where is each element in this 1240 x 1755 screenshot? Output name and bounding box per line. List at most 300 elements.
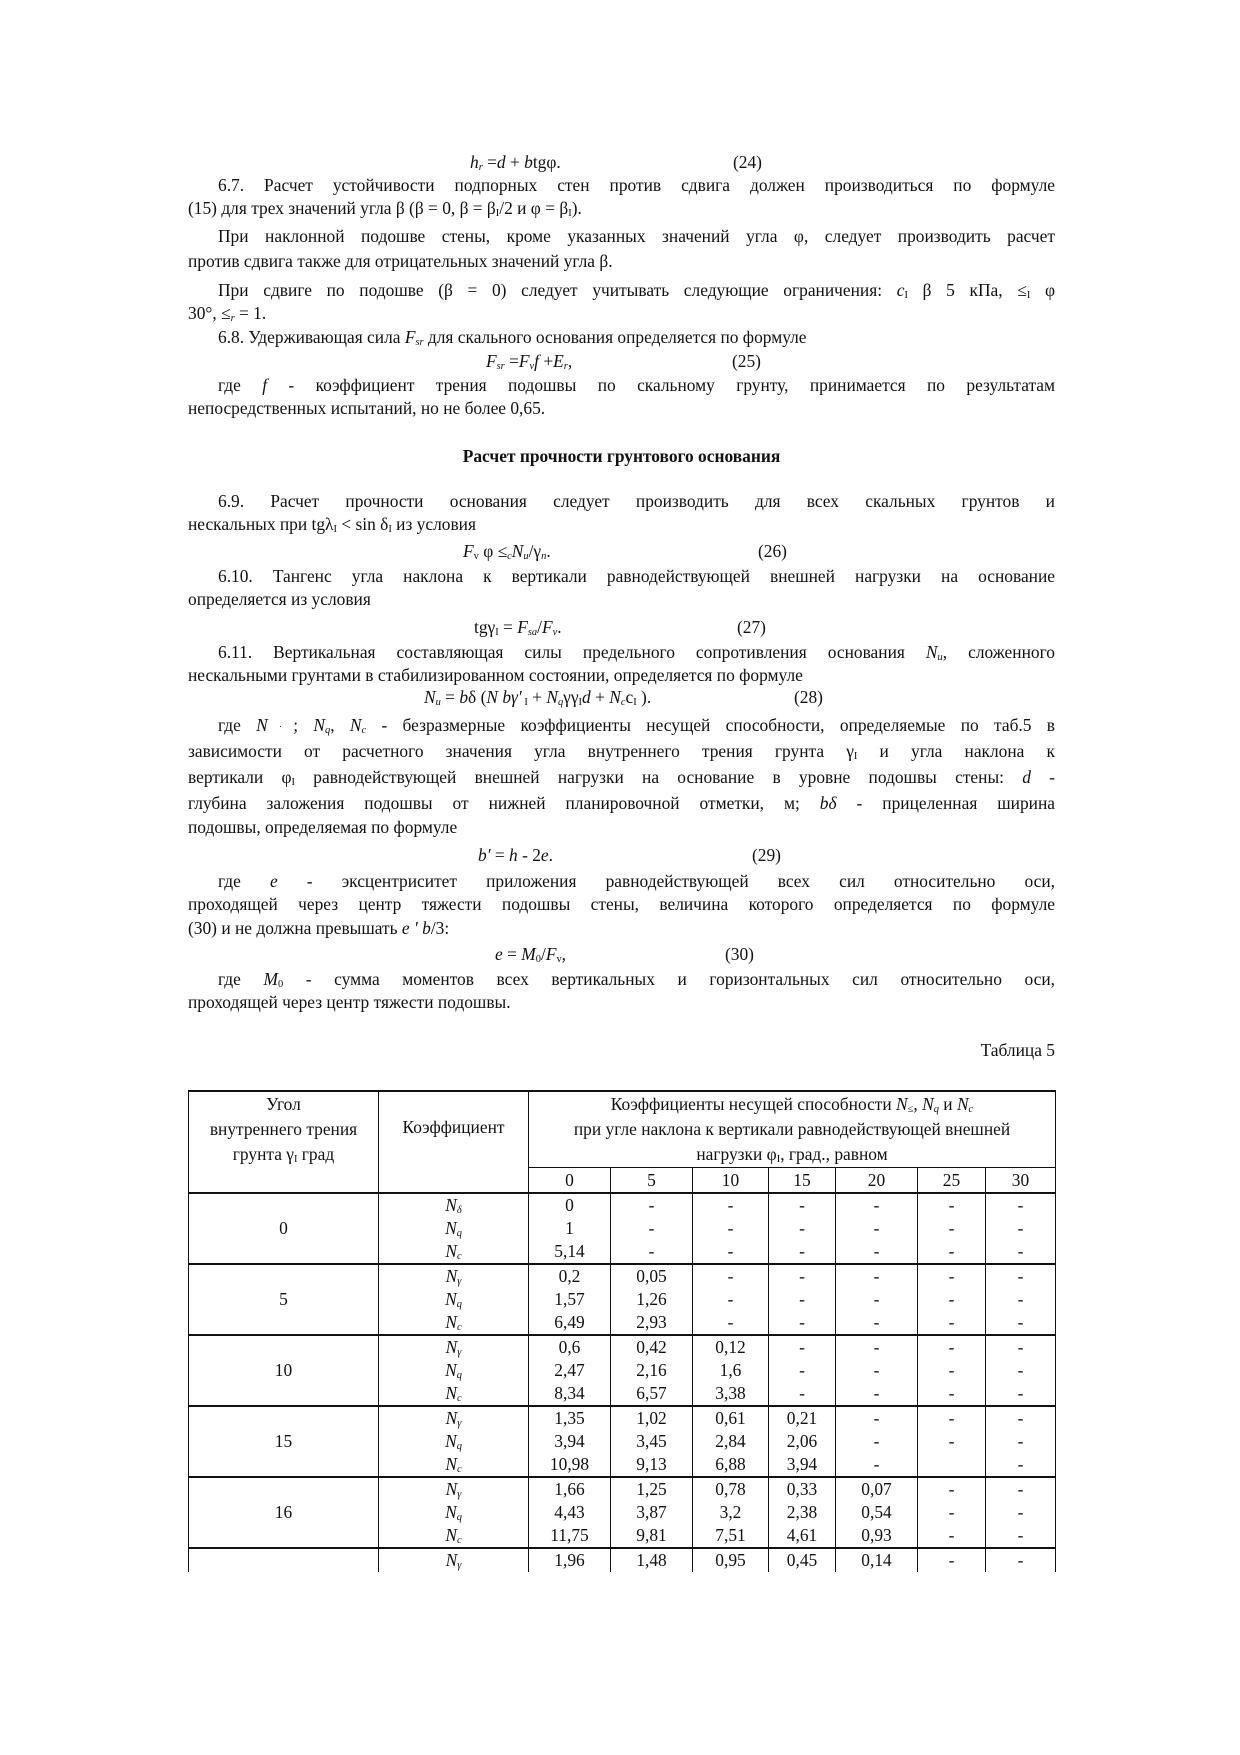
coefficient-subscript: c [456, 1393, 462, 1404]
coefficient-subscript: δ [456, 1205, 462, 1216]
subscript: sr [415, 337, 424, 348]
formula-text: . [557, 617, 562, 637]
table-5 [188, 1090, 1056, 1572]
value-cell: 3,94 [769, 1453, 836, 1477]
value-cell: - [693, 1311, 769, 1335]
text-span: грунта γ [232, 1144, 294, 1164]
value-cell: - [986, 1359, 1056, 1382]
value-cell: - [836, 1311, 918, 1335]
paragraph-6-8 [188, 326, 1055, 348]
formula-subscript: r [563, 361, 568, 372]
formula-subscript: n [541, 551, 547, 562]
formula-text: + [590, 687, 610, 707]
friction-angle-cell: 10 [189, 1335, 379, 1406]
formula-text: b [524, 152, 533, 172]
text-span: ; [293, 715, 314, 735]
value-cell: 0,14 [836, 1548, 918, 1572]
coefficient-symbol: N [445, 1479, 458, 1499]
formula-text: / [540, 944, 546, 964]
subscript: I [568, 208, 572, 219]
coefficient-subscript: q [456, 1299, 462, 1310]
text-span: (30) и не должна превышать [188, 918, 402, 938]
value-cell: - [986, 1406, 1056, 1430]
coefficient-cell [379, 1453, 529, 1477]
paragraph-coefficients-line-2 [188, 740, 1055, 762]
coefficient-symbol: N [445, 1289, 457, 1309]
header-text [189, 1142, 378, 1167]
text-span: где [218, 871, 270, 891]
coefficient-symbol: N [445, 1337, 458, 1357]
formula-26 [463, 540, 551, 562]
subscript: ≤ [907, 1104, 914, 1115]
paragraph-eccentricity-line-2: проходящей через центр тяжести подошвы стены, величина которого определяется по формуле [188, 894, 1055, 914]
formula-text: = [440, 687, 460, 707]
coefficient-symbol: N [445, 1266, 458, 1286]
value-cell: 1,66 [529, 1477, 611, 1501]
value-cell: 0,95 [693, 1548, 769, 1572]
subscript: r [230, 313, 235, 324]
formula-number-29: (29) [752, 845, 781, 865]
text-span: , град., равном [780, 1144, 888, 1164]
coefficient-subscript: γ [457, 1489, 462, 1500]
text-span: - эксцентриситет приложения равнодействующей всех сил относительно оси, [277, 871, 1055, 891]
table-caption: Таблица 5 [980, 1040, 1055, 1060]
text-span: - коэффициент трения подошвы по скальному грунту, принимается по результатам [267, 375, 1056, 395]
formula-text: b [498, 687, 512, 707]
formula-subscript: I [578, 697, 583, 708]
angle-header: 5 [611, 1168, 693, 1194]
coefficient-cell [379, 1548, 529, 1572]
formula-subscript: u [435, 697, 441, 708]
value-cell: - [693, 1240, 769, 1264]
formula-text: N [424, 687, 436, 707]
text-span: Коэффициенты несущей способности [610, 1094, 897, 1114]
text-span: где [218, 969, 264, 989]
value-cell: - [918, 1359, 986, 1382]
value-cell: 1,35 [529, 1406, 611, 1430]
formula-text: e [495, 944, 503, 964]
value-cell: 0,61 [693, 1406, 769, 1430]
text-span: f [262, 375, 268, 395]
value-cell: - [769, 1311, 836, 1335]
text-span: - безразмерные коэффициенты несущей способности, определяемые по таб.5 в [366, 715, 1055, 735]
value-cell: 0,05 [611, 1264, 693, 1288]
formula-subscript: sr [496, 361, 505, 372]
friction-angle-cell: 15 [189, 1406, 379, 1477]
coefficient-cell [379, 1524, 529, 1548]
text-span: bδ [819, 793, 837, 813]
text-span: N [956, 1094, 969, 1114]
value-cell: - [836, 1288, 918, 1311]
coefficient-subscript: γ [457, 1418, 462, 1429]
table-row [189, 1264, 1056, 1288]
coefficient-symbol: N [445, 1454, 457, 1474]
value-cell: - [918, 1406, 986, 1430]
value-cell: 1,57 [529, 1288, 611, 1311]
coefficient-cell [379, 1406, 529, 1430]
formula-subscript: I [521, 697, 528, 708]
paragraph-eccentricity-line-1 [188, 870, 1055, 892]
coefficient-symbol: N [445, 1525, 457, 1545]
formula-text: + [527, 687, 547, 707]
value-cell: - [918, 1264, 986, 1288]
value-cell: - [918, 1288, 986, 1311]
formula-subscript: u [523, 551, 529, 562]
coefficient-cell [379, 1430, 529, 1453]
formula-subscript: c [507, 551, 512, 562]
value-cell: - [918, 1477, 986, 1501]
formula-text: = [502, 944, 522, 964]
value-cell: - [769, 1335, 836, 1359]
coefficient-cell [379, 1311, 529, 1335]
value-cell: 0,07 [836, 1477, 918, 1501]
value-cell: - [836, 1240, 918, 1264]
subscript: q [933, 1104, 939, 1115]
text-span: N [256, 715, 268, 735]
coefficient-subscript: γ [457, 1276, 462, 1287]
value-cell: 4,61 [769, 1524, 836, 1548]
value-cell: - [611, 1240, 693, 1264]
formula-number-27: (27) [737, 617, 766, 637]
formula-subscript: q [557, 697, 564, 708]
paragraph-friction-line-2: непосредственных испытаний, но не более 0,65. [188, 398, 546, 418]
value-cell: - [918, 1217, 986, 1240]
text-span: (15) для трех значений угла β (β = 0, β = β [188, 198, 496, 218]
header-text: при угле наклона к вертикали равнодействующей внешней [573, 1119, 1011, 1139]
formula-text: = [490, 845, 510, 865]
formula-text: + [505, 152, 525, 172]
paragraph-6-7-line-2 [188, 197, 1055, 219]
value-cell: - [918, 1548, 986, 1572]
subscript: I [333, 524, 337, 535]
coefficient-subscript: γ [457, 1347, 462, 1358]
formula-text: F [486, 351, 497, 371]
formula-30 [495, 943, 566, 965]
value-cell: 3,38 [693, 1382, 769, 1406]
coefficient-cell [379, 1382, 529, 1406]
formula-text: b [459, 687, 469, 707]
header-text: Коэффициент [402, 1117, 505, 1137]
subscript: I [1026, 290, 1031, 301]
value-cell: - [986, 1311, 1056, 1335]
formula-subscript: v [473, 551, 479, 562]
text-span: ). [571, 198, 582, 218]
angle-header: 10 [693, 1168, 769, 1194]
table-row [189, 1193, 1056, 1217]
formula-27 [474, 616, 562, 638]
value-cell: 5,14 [529, 1240, 611, 1264]
value-cell: 4,43 [529, 1501, 611, 1524]
formula-text: = [482, 152, 497, 172]
subscript: I [776, 1154, 781, 1165]
paragraph-coefficients-line-1 [188, 714, 1055, 736]
value-cell: 1,96 [529, 1548, 611, 1572]
value-cell: - [986, 1288, 1056, 1311]
text-span: c [896, 280, 905, 300]
coefficient-subscript: q [456, 1370, 462, 1381]
formula-subscript: v [556, 954, 562, 965]
value-cell: - [918, 1311, 986, 1335]
text-span: = 1. [234, 303, 267, 323]
value-cell: - [986, 1217, 1056, 1240]
text-span: 6.8. Удерживающая сила [218, 327, 405, 347]
value-cell: - [918, 1501, 986, 1524]
coefficient-symbol: N [445, 1241, 457, 1261]
friction-angle-cell: 5 [189, 1264, 379, 1335]
formula-text: δ ( [468, 687, 487, 707]
formula-text: F [545, 944, 557, 964]
value-cell: 6,49 [529, 1311, 611, 1335]
formula-text: E [553, 351, 564, 371]
value-cell: 0 [529, 1193, 611, 1217]
text-span: для скального основания определяется по формуле [423, 327, 807, 347]
subscript: I [495, 208, 500, 219]
text-span: N [896, 1094, 908, 1114]
paragraph-coefficients-line-5: подошвы, определяемая по формуле [188, 817, 458, 837]
paragraph-6-9-line-2 [188, 513, 1055, 535]
value-cell: - [918, 1382, 986, 1406]
paragraph-6-11-line-2: нескальными грунтами в стабилизированном состоянии, определяется по формуле [188, 665, 803, 685]
formula-text: F [517, 617, 528, 637]
formula-text: d [496, 152, 506, 172]
text-span: N [922, 1094, 934, 1114]
text-span: /2 и φ = β [499, 198, 569, 218]
text-span: < sin δ [336, 514, 389, 534]
coefficient-symbol: N [445, 1502, 457, 1522]
formula-text: M [521, 944, 536, 964]
value-cell: 6,57 [611, 1382, 693, 1406]
formula-text: b′ [478, 845, 491, 865]
paragraph-friction-line-1 [188, 374, 1055, 396]
formula-text: = [504, 351, 519, 371]
formula-number-26: (26) [758, 541, 787, 561]
subscript: c [361, 725, 367, 736]
coefficient-subscript: γ [457, 1560, 462, 1571]
text-span: N [313, 715, 325, 735]
coefficient-cell [379, 1477, 529, 1501]
value-cell: 0,78 [693, 1477, 769, 1501]
value-cell: - [769, 1193, 836, 1217]
text-span: При сдвиге по подошве (β = 0) следует учитывать следующие ограничения: [218, 280, 897, 300]
value-cell: 6,88 [693, 1453, 769, 1477]
text-span: , [913, 1094, 923, 1114]
value-cell: 0,42 [611, 1335, 693, 1359]
coefficient-cell [379, 1359, 529, 1382]
coefficient-cell [379, 1264, 529, 1288]
coefficient-cell [379, 1240, 529, 1264]
coefficient-subscript: c [456, 1322, 462, 1333]
formula-text: / [537, 617, 542, 637]
value-cell: - [918, 1335, 986, 1359]
coefficient-subscript: c [456, 1464, 462, 1475]
formula-text: γγ [563, 687, 579, 707]
angle-header: 30 [986, 1168, 1056, 1194]
formula-subscript: I [495, 627, 499, 638]
value-cell: - [769, 1382, 836, 1406]
header-text [529, 1092, 1055, 1117]
text-span: , сложенного [942, 642, 1055, 662]
text-span: глубина заложения подошвы от нижней планировочной отметки, м; [188, 793, 820, 813]
value-cell: 9,13 [611, 1453, 693, 1477]
value-cell: - [986, 1548, 1056, 1572]
value-cell: - [918, 1430, 986, 1453]
angle-header: 20 [836, 1168, 918, 1194]
text-span: e ′ b [401, 918, 431, 938]
subscript: ˙ [267, 725, 294, 736]
value-cell: 3,87 [611, 1501, 693, 1524]
header-friction-angle [189, 1091, 379, 1193]
text-span: e [269, 871, 278, 891]
angle-header: 0 [529, 1168, 611, 1194]
value-cell: 0,2 [529, 1264, 611, 1288]
formula-subscript: 0 [535, 954, 541, 965]
subscript: 0 [277, 979, 284, 990]
header-text: внутреннего трения [209, 1119, 358, 1139]
value-cell: 0,93 [836, 1524, 918, 1548]
header-coefficient [379, 1091, 529, 1193]
value-cell: - [986, 1382, 1056, 1406]
friction-angle-cell: 16 [189, 1477, 379, 1548]
value-cell: - [611, 1217, 693, 1240]
coefficient-subscript: c [456, 1251, 462, 1262]
text-span: , [330, 715, 350, 735]
value-cell: 1,02 [611, 1406, 693, 1430]
subscript: I [388, 524, 392, 535]
text-span: - [1030, 767, 1055, 787]
value-cell: - [918, 1524, 986, 1548]
paragraph-inclined-line-1: При наклонной подошве стены, кроме указанных значений угла φ, следует производить расчет [218, 226, 1055, 246]
value-cell: 2,93 [611, 1311, 693, 1335]
text-span: d [1022, 767, 1031, 787]
text-span: 30°, ≤ [188, 303, 231, 323]
formula-number-28: (28) [794, 687, 823, 707]
value-cell: - [769, 1240, 836, 1264]
value-cell: - [986, 1477, 1056, 1501]
table-row [189, 1548, 1056, 1572]
friction-angle-cell: 0 [189, 1193, 379, 1264]
text-span: где [218, 375, 263, 395]
value-cell: - [986, 1453, 1056, 1477]
formula-28 [424, 686, 651, 708]
value-cell: 9,81 [611, 1524, 693, 1548]
formula-number-24: (24) [733, 152, 762, 172]
value-cell: 2,38 [769, 1501, 836, 1524]
text-span: и угла наклона к [857, 741, 1055, 761]
value-cell: 1,48 [611, 1548, 693, 1572]
paragraph-6-9-line-1: 6.9. Расчет прочности основания следует производить для всех скальных грунтов и [218, 491, 1055, 511]
value-cell: 1,6 [693, 1359, 769, 1382]
formula-subscript: sa [527, 627, 538, 638]
formula-subscript: v [529, 361, 535, 372]
coefficient-symbol: N [445, 1431, 457, 1451]
text-span: равнодействующей внешней нагрузки на основание в уровне подошвы стены: [295, 767, 1023, 787]
text-span: N [925, 642, 938, 662]
value-cell: - [918, 1193, 986, 1217]
value-cell: 10,98 [529, 1453, 611, 1477]
formula-number-25: (25) [732, 351, 761, 371]
coefficient-cell [379, 1193, 529, 1217]
value-cell: - [836, 1382, 918, 1406]
text-span: F [404, 327, 416, 347]
header-text [529, 1142, 1055, 1167]
value-cell: 7,51 [693, 1524, 769, 1548]
formula-subscript: I [633, 697, 637, 708]
paragraph-moment-line-2: проходящей через центр тяжести подошвы. [188, 992, 511, 1012]
section-heading: Расчет прочности грунтового основания [462, 446, 781, 466]
value-cell: - [836, 1193, 918, 1217]
text-span: и [938, 1094, 957, 1114]
text-span: нескальных при tgλ [188, 514, 334, 534]
value-cell: - [986, 1430, 1056, 1453]
formula-text: h [470, 152, 479, 172]
value-cell: - [693, 1217, 769, 1240]
value-cell: - [986, 1264, 1056, 1288]
formula-text: N [486, 687, 498, 707]
formula-text: . [548, 845, 553, 865]
subscript: I [904, 290, 908, 301]
subscript: I [853, 751, 858, 762]
coefficient-subscript: c [456, 1535, 462, 1546]
value-cell: 2,47 [529, 1359, 611, 1382]
header-bearing-capacity [529, 1091, 1056, 1168]
coefficient-symbol: N [445, 1218, 457, 1238]
formula-text: F [463, 541, 474, 561]
text-span: - сумма моментов всех вертикальных и горизонтальных сил относительно оси, [283, 969, 1056, 989]
formula-text: F [518, 351, 530, 371]
text-span: где [218, 715, 257, 735]
formula-text: /γ [528, 541, 542, 561]
text-span: N [349, 715, 362, 735]
value-cell: - [836, 1406, 918, 1430]
paragraph-6-11-line-1 [188, 641, 1055, 663]
value-cell: - [986, 1501, 1056, 1524]
value-cell: - [836, 1217, 918, 1240]
formula-text: N [609, 687, 621, 707]
formula-subscript: r [478, 162, 483, 173]
subscript: I [293, 1154, 298, 1165]
formula-text: , [567, 351, 573, 371]
angle-header: 25 [918, 1168, 986, 1194]
text-span: зависимости от расчетного значения угла внутреннего трения грунта γ [188, 741, 854, 761]
value-cell: 1,25 [611, 1477, 693, 1501]
angle-header: 15 [769, 1168, 836, 1194]
value-cell: - [769, 1264, 836, 1288]
coefficient-symbol: N [445, 1550, 458, 1570]
value-cell: - [769, 1288, 836, 1311]
formula-text: F [541, 617, 553, 637]
paragraph-inclined-line-2: против сдвига также для отрицательных значений угла β. [188, 251, 613, 271]
coefficient-subscript: q [456, 1228, 462, 1239]
text-span: - прицеленная ширина [836, 793, 1055, 813]
formula-text: γ′ [511, 687, 522, 707]
formula-text: ). [636, 687, 652, 707]
header-text: Угол [266, 1094, 301, 1114]
coefficient-cell [379, 1288, 529, 1311]
value-cell: 3,94 [529, 1430, 611, 1453]
value-cell: - [986, 1240, 1056, 1264]
value-cell: 0,45 [769, 1548, 836, 1572]
subscript: c [968, 1104, 974, 1115]
formula-24 [470, 151, 561, 173]
value-cell: - [693, 1288, 769, 1311]
formula-text: c [625, 687, 634, 707]
value-cell: 0,6 [529, 1335, 611, 1359]
value-cell: - [836, 1359, 918, 1382]
value-cell: 3,45 [611, 1430, 693, 1453]
formula-text: h [509, 845, 518, 865]
value-cell: - [836, 1430, 918, 1453]
paragraph-shift-line-2 [188, 302, 1055, 324]
